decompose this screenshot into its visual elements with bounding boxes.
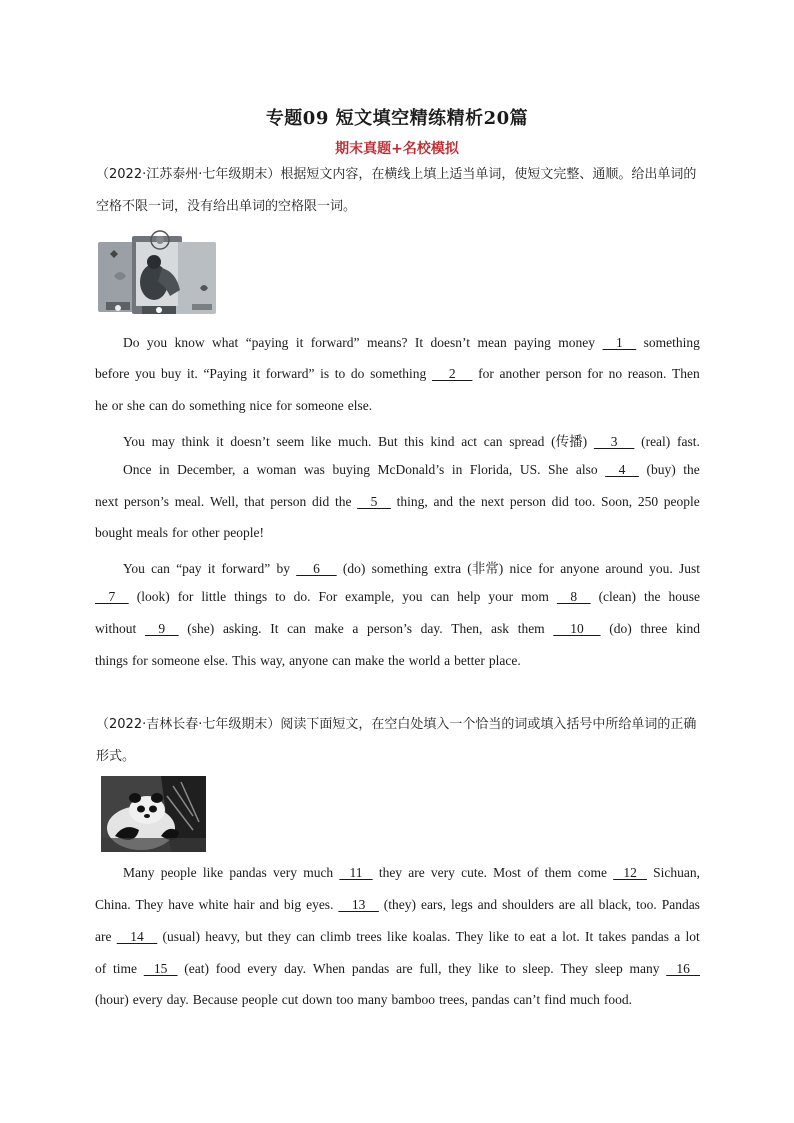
word: 250 xyxy=(637,494,659,509)
word: But xyxy=(378,434,398,449)
word: the xyxy=(683,462,700,477)
word: can’t xyxy=(513,992,541,1007)
word: white xyxy=(198,897,229,912)
word: a xyxy=(550,929,557,944)
answer-blank-11[interactable]: 11 xyxy=(339,865,373,880)
answer-blank-7[interactable]: 7 xyxy=(95,589,129,604)
word: koalas. xyxy=(412,929,451,944)
word: (real) xyxy=(641,434,671,449)
word: have xyxy=(168,897,194,912)
word: extra xyxy=(434,561,462,576)
word: shoulders xyxy=(502,897,554,912)
word: for xyxy=(275,398,292,413)
word: They xyxy=(135,897,164,912)
passage2-line-2 xyxy=(95,897,700,917)
word: you. xyxy=(649,561,673,576)
word: eyes. xyxy=(306,897,334,912)
word: December, xyxy=(177,462,236,477)
passage2-instruction: （2022·吉林长春·七年级期末）阅读下面短文，在空白处填入一个恰当的词或填入括号中所给单词的正确形式。 xyxy=(96,717,697,764)
word: pandas xyxy=(351,961,390,976)
word: she xyxy=(127,398,145,413)
word: eat xyxy=(529,929,546,944)
word: can xyxy=(287,621,306,636)
word: for xyxy=(172,525,188,540)
word: buy xyxy=(161,366,182,381)
word: find xyxy=(544,992,566,1007)
word: is xyxy=(320,366,330,381)
word: the xyxy=(334,494,352,509)
word: food xyxy=(215,961,241,976)
word: and xyxy=(259,897,279,912)
word: US. xyxy=(519,462,541,477)
word: (非常) xyxy=(467,561,504,576)
passage1-line-8 xyxy=(123,557,700,577)
word: woman xyxy=(256,462,297,477)
word: Do xyxy=(123,335,140,350)
word: place. xyxy=(488,653,521,668)
passage1-line-6 xyxy=(95,494,700,514)
word: every xyxy=(247,961,278,976)
word: in xyxy=(451,462,463,477)
word: something xyxy=(370,366,427,381)
word: it xyxy=(252,366,261,381)
word: person xyxy=(270,494,307,509)
word: make xyxy=(314,621,344,636)
answer-blank-5[interactable]: 5 xyxy=(357,494,391,509)
word: your xyxy=(488,589,514,604)
word: a xyxy=(243,462,249,477)
word: example, xyxy=(345,589,395,604)
word: bought xyxy=(95,525,133,540)
word: to xyxy=(505,961,516,976)
word: trees, xyxy=(438,992,468,1007)
word: did xyxy=(311,494,330,509)
word: way, xyxy=(260,653,286,668)
word: them xyxy=(517,621,545,636)
word: act xyxy=(461,434,478,449)
word: (eat) xyxy=(184,961,210,976)
word: else. xyxy=(347,398,373,413)
word: paying xyxy=(514,335,551,350)
word: nice xyxy=(249,398,272,413)
word: means? xyxy=(366,335,408,350)
word: them xyxy=(544,865,572,880)
word: do xyxy=(350,366,365,381)
word: like xyxy=(478,961,499,976)
word: it xyxy=(295,335,304,350)
word: forward” xyxy=(221,561,271,576)
passage1-line-2 xyxy=(95,366,700,386)
word: you xyxy=(135,366,156,381)
word: also xyxy=(575,462,598,477)
word: Just xyxy=(678,561,700,576)
word: cut xyxy=(281,992,299,1007)
word: without xyxy=(95,621,137,636)
answer-blank-9[interactable]: 9 xyxy=(144,621,179,636)
word: Many xyxy=(123,865,155,880)
word: pandas xyxy=(631,929,669,944)
word: You xyxy=(123,561,145,576)
word: you xyxy=(402,589,423,604)
word: heavy, xyxy=(205,929,240,944)
word: They xyxy=(560,961,589,976)
word: kind xyxy=(675,621,700,636)
word: meal. xyxy=(174,494,205,509)
word: doesn’t xyxy=(230,434,270,449)
word: Then, xyxy=(451,621,483,636)
word: are xyxy=(95,929,112,944)
passage1-line-10 xyxy=(95,621,700,641)
word: Sichuan, xyxy=(653,865,700,880)
word: world xyxy=(408,653,441,668)
word: Well, xyxy=(210,494,239,509)
word: a xyxy=(444,653,451,668)
word: like xyxy=(202,865,224,880)
word: (do) xyxy=(342,561,366,576)
word: It xyxy=(584,929,594,944)
answer-blank-15[interactable]: 15 xyxy=(143,961,178,976)
word: things xyxy=(95,653,129,668)
word: China. xyxy=(95,897,131,912)
word: people! xyxy=(223,525,264,540)
word: can xyxy=(430,589,450,604)
word: all xyxy=(580,897,594,912)
answer-blank-12[interactable]: 12 xyxy=(613,865,647,880)
word: kind xyxy=(430,434,455,449)
word: can xyxy=(332,653,351,668)
word: very xyxy=(430,865,455,880)
answer-blank-14[interactable]: 14 xyxy=(116,929,158,944)
word: very xyxy=(273,865,297,880)
word: are xyxy=(408,865,425,880)
word: ears, xyxy=(420,897,447,912)
word: anyone xyxy=(289,653,329,668)
word: may xyxy=(151,434,175,449)
passage1-line-5 xyxy=(123,462,700,482)
word: mean xyxy=(477,335,507,350)
word: help xyxy=(457,589,481,604)
word: Then xyxy=(672,366,700,381)
word: know xyxy=(174,335,205,350)
word: things xyxy=(234,589,268,604)
word: many xyxy=(629,961,660,976)
word: else. xyxy=(203,653,229,668)
word: person xyxy=(545,366,582,381)
word: time xyxy=(113,961,138,976)
word: for xyxy=(478,366,494,381)
word: much xyxy=(303,865,334,880)
word: other xyxy=(191,525,220,540)
word: cute. xyxy=(461,865,487,880)
word: It xyxy=(270,621,279,636)
word: day. xyxy=(420,621,443,636)
word: a xyxy=(674,929,681,944)
answer-blank-2[interactable]: 2 xyxy=(431,366,473,381)
word: many xyxy=(357,992,388,1007)
word: something xyxy=(371,561,428,576)
word: of xyxy=(527,865,539,880)
word: come xyxy=(577,865,607,880)
word: like xyxy=(386,929,408,944)
word: the xyxy=(644,589,661,604)
word: day. xyxy=(166,992,189,1007)
word: asking. xyxy=(222,621,262,636)
passage1-illustration xyxy=(96,228,224,324)
answer-blank-10[interactable]: 10 xyxy=(553,621,601,636)
word: forward” xyxy=(310,335,360,350)
word: thing, xyxy=(396,494,428,509)
word: can xyxy=(296,929,315,944)
word: every xyxy=(132,992,163,1007)
word: house xyxy=(668,589,700,604)
word: “paying xyxy=(245,335,289,350)
passage2-line-3 xyxy=(95,929,700,949)
word: people xyxy=(241,992,278,1007)
word: think xyxy=(181,434,210,449)
word: before xyxy=(95,366,130,381)
page-subtitle: 期末真题+名校模拟 xyxy=(335,141,459,157)
word: She xyxy=(548,462,569,477)
word: are xyxy=(558,897,576,912)
word: for xyxy=(538,561,554,576)
word: day. xyxy=(284,961,307,976)
word: seem xyxy=(276,434,305,449)
word: You xyxy=(123,434,145,449)
word: like xyxy=(311,434,332,449)
answer-blank-6[interactable]: 6 xyxy=(296,561,337,576)
word: sleep xyxy=(594,961,623,976)
word: people xyxy=(663,494,700,509)
word: reason. xyxy=(627,366,667,381)
word: doesn’t xyxy=(430,335,471,350)
word: anyone xyxy=(560,561,600,576)
word: this xyxy=(404,434,424,449)
answer-blank-8[interactable]: 8 xyxy=(556,589,591,604)
passage2-panda-photo xyxy=(101,776,206,852)
word: Most xyxy=(493,865,521,880)
word: too. xyxy=(636,897,657,912)
word: in xyxy=(159,462,170,477)
word: black, xyxy=(598,897,632,912)
word: of xyxy=(95,961,107,976)
word: legs xyxy=(450,897,473,912)
word: can xyxy=(483,434,503,449)
word: Because xyxy=(192,992,238,1007)
word: like xyxy=(488,929,509,944)
passage2-line-4 xyxy=(95,961,700,981)
word: it. xyxy=(186,366,198,381)
word: and xyxy=(433,494,453,509)
word: it xyxy=(216,434,224,449)
word: the xyxy=(388,653,405,668)
word: around xyxy=(605,561,643,576)
passage1-line-11 xyxy=(95,653,700,673)
word: Pandas xyxy=(661,897,700,912)
word: For xyxy=(318,589,338,604)
word: that xyxy=(244,494,265,509)
word: (do) xyxy=(609,621,632,636)
word: for xyxy=(177,589,194,604)
word: bamboo xyxy=(391,992,435,1007)
page-title: 专题09 短文填空精练精析20篇 xyxy=(265,108,529,129)
passage1-instruction: （2022·江苏泰州·七年级期末）根据短文内容，在横线上填上适当单词，使短文完整、通顺。给出单词的空格不限一词，没有给出单词的空格限一词。 xyxy=(96,167,697,214)
word: better xyxy=(454,653,485,668)
word: They xyxy=(455,929,484,944)
word: three xyxy=(640,621,668,636)
passage1-line-7 xyxy=(95,525,700,545)
word: lot. xyxy=(562,929,580,944)
word: full, xyxy=(419,961,442,976)
word: something xyxy=(189,398,246,413)
word: sleep. xyxy=(522,961,554,976)
word: by xyxy=(276,561,290,576)
word: but xyxy=(245,929,263,944)
word: buying xyxy=(332,462,370,477)
word: too. xyxy=(574,494,596,509)
word: food. xyxy=(603,992,632,1007)
word: pandas xyxy=(229,865,267,880)
passage1-line-1 xyxy=(123,335,700,355)
word: they xyxy=(448,961,472,976)
word: you xyxy=(146,335,168,350)
word: can xyxy=(151,561,170,576)
word: someone xyxy=(295,398,344,413)
word: do xyxy=(171,398,186,413)
word: are xyxy=(396,961,413,976)
word: trees xyxy=(356,929,382,944)
word: next xyxy=(480,494,505,509)
word: Florida, xyxy=(469,462,513,477)
word: do. xyxy=(293,589,311,604)
answer-blank-3[interactable]: 3 xyxy=(593,434,635,449)
word: to xyxy=(275,589,286,604)
word: for xyxy=(587,366,603,381)
word: they xyxy=(378,865,403,880)
word: they xyxy=(267,929,291,944)
passage2-line-1 xyxy=(123,865,700,885)
word: something xyxy=(643,335,700,350)
word: (look) xyxy=(136,589,170,604)
answer-blank-13[interactable]: 13 xyxy=(338,897,379,912)
word: (传播) xyxy=(551,434,588,449)
word: takes xyxy=(598,929,627,944)
word: meals xyxy=(136,525,169,540)
word: much xyxy=(569,992,600,1007)
word: down xyxy=(302,992,333,1007)
word: (hour) xyxy=(95,992,129,1007)
word: (usual) xyxy=(162,929,200,944)
word: This xyxy=(232,653,257,668)
word: person’s xyxy=(367,621,412,636)
word: person xyxy=(509,494,546,509)
passage2-line-5 xyxy=(95,992,700,1012)
word: did xyxy=(551,494,569,509)
word: lot xyxy=(685,929,700,944)
word: hair xyxy=(233,897,255,912)
answer-blank-4[interactable]: 4 xyxy=(605,462,639,477)
word: next xyxy=(95,494,119,509)
passage1-line-9 xyxy=(95,589,700,609)
word: no xyxy=(608,366,623,381)
word: (clean) xyxy=(598,589,637,604)
word: what xyxy=(212,335,239,350)
word: spread xyxy=(509,434,545,449)
word: to xyxy=(334,366,346,381)
passage1-line-4 xyxy=(123,430,700,450)
word: ask xyxy=(491,621,510,636)
word: or xyxy=(111,398,123,413)
word: mom xyxy=(521,589,549,604)
word: “Paying xyxy=(203,366,247,381)
answer-blank-16[interactable]: 16 xyxy=(666,961,700,976)
word: Once xyxy=(123,462,152,477)
word: too xyxy=(336,992,354,1007)
word: nice xyxy=(509,561,533,576)
word: (buy) xyxy=(646,462,676,477)
word: (they) xyxy=(383,897,417,912)
word: “pay xyxy=(176,561,202,576)
word: much. xyxy=(337,434,372,449)
word: McDonald’s xyxy=(377,462,445,477)
word: for xyxy=(132,653,148,668)
word: people xyxy=(160,865,197,880)
word: little xyxy=(201,589,227,604)
word: he xyxy=(95,398,108,413)
word: to xyxy=(514,929,525,944)
word: another xyxy=(499,366,540,381)
word: can xyxy=(149,398,168,413)
passage1-line-3 xyxy=(95,398,700,418)
word: a xyxy=(352,621,359,636)
word: forward” xyxy=(265,366,315,381)
word: fast. xyxy=(677,434,700,449)
word: make xyxy=(354,653,385,668)
word: money xyxy=(558,335,596,350)
word: was xyxy=(303,462,325,477)
word: climb xyxy=(320,929,351,944)
word: it xyxy=(207,561,216,576)
word: Soon, xyxy=(600,494,633,509)
word: (she) xyxy=(187,621,215,636)
word: big xyxy=(283,897,302,912)
word: and xyxy=(477,897,498,912)
answer-blank-1[interactable]: 1 xyxy=(602,335,637,350)
word: the xyxy=(458,494,476,509)
word: pandas xyxy=(471,992,510,1007)
word: It xyxy=(414,335,424,350)
word: person’s xyxy=(123,494,169,509)
word: When xyxy=(312,961,346,976)
word: someone xyxy=(151,653,200,668)
